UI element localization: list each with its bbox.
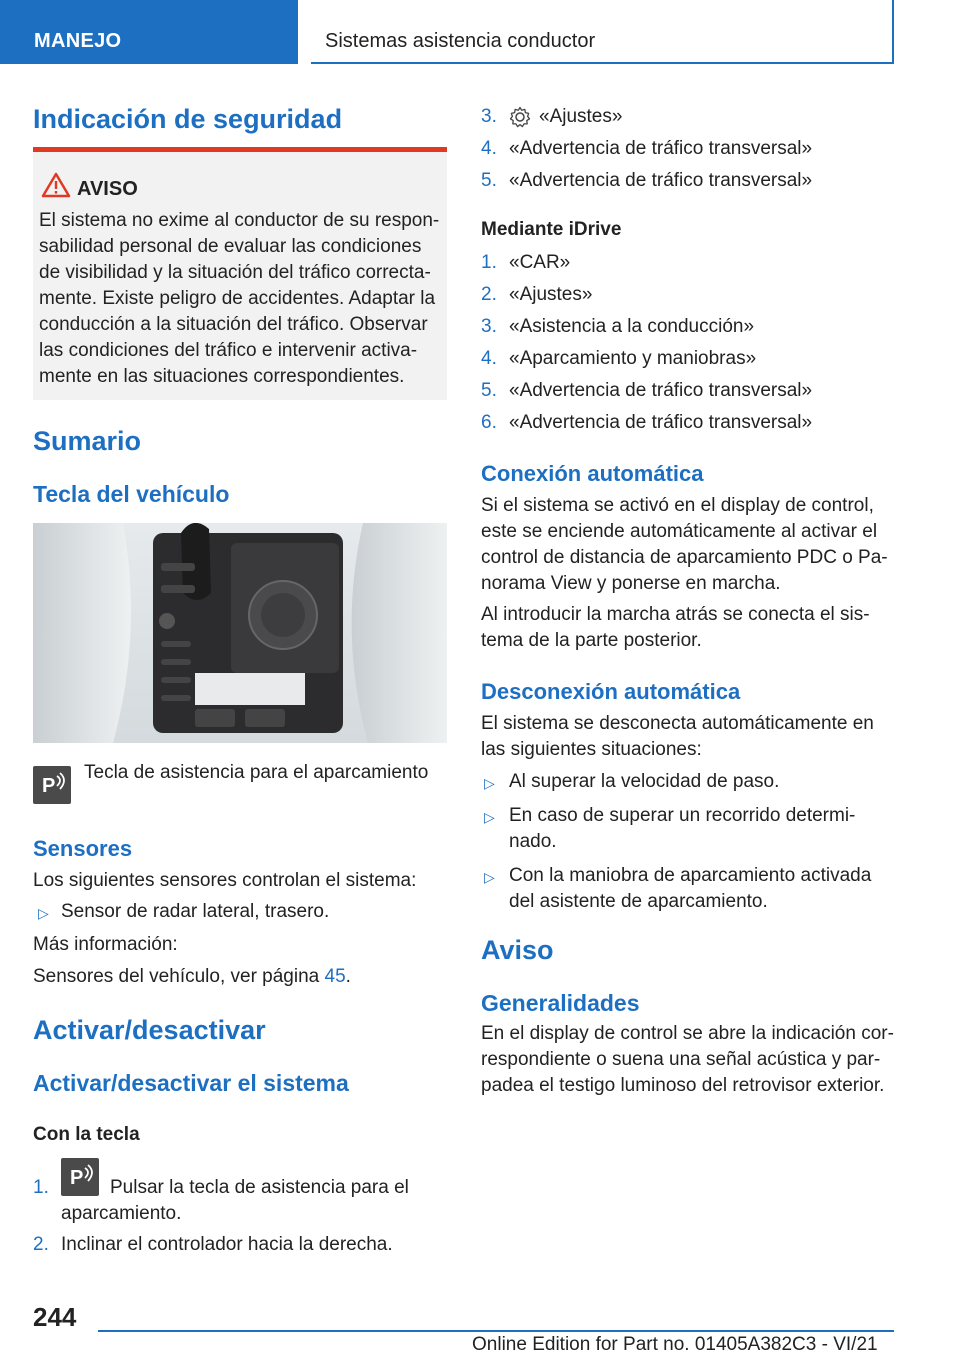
bullet-triangle-icon: ▷ [484, 869, 495, 885]
warning-line: conducción a la situación del tráfico. Observar [39, 314, 428, 335]
warning-line: El sistema no exime al conductor de su respon- [39, 210, 440, 231]
step-number: 6. [481, 412, 497, 433]
heading-sensors: Sensores [33, 836, 133, 861]
warning-line: sabilidad personal de evaluar las condiciones [39, 236, 422, 257]
auto-on-p1-line: Si el sistema se activó en el display de control, [481, 495, 874, 516]
auto-on-paragraph-2 [481, 602, 870, 654]
heading-activate: Activar/desactivar [33, 1015, 266, 1045]
with-key-label: Con la tecla [33, 1124, 140, 1145]
auto-on-paragraph-1 [481, 493, 888, 597]
footer-edition: Online Edition for Part no. 01405A382C3 - VI/21 [472, 1334, 878, 1355]
auto-on-p2-line: tema de la parte posterior. [481, 630, 702, 651]
step-2-number: 2. [33, 1234, 49, 1255]
heading-auto-on: Conexión automática [481, 461, 704, 486]
step-1-text: Pulsar la tecla de asistencia para el [110, 1177, 409, 1198]
step-number: 3. [481, 106, 497, 127]
list-item: Al superar la velocidad de paso. [509, 771, 780, 792]
footer-rule [98, 1330, 894, 1332]
auto-off-intro [481, 711, 874, 763]
svg-text:P: P [42, 775, 56, 797]
gear-icon [509, 106, 531, 128]
step-number: 2. [481, 284, 497, 305]
step-number: 5. [481, 380, 497, 401]
see-page-reference: Sensores del vehículo, ver página 45. [33, 966, 351, 987]
more-info-label: Más información: [33, 934, 178, 955]
heading-vehicle-key: Tecla del vehículo [33, 481, 230, 507]
warning-line: mente. Existe peligro de accidentes. Adaptar la [39, 288, 436, 309]
step-2-text: Inclinar el controlador hacia la derecha. [61, 1234, 393, 1255]
step-1-number: 1. [33, 1177, 49, 1198]
step-text: «Advertencia de tráfico transversal» [509, 138, 813, 159]
auto-on-p2-line: Al introducir la marcha atrás se conecta el sis- [481, 604, 870, 625]
bullet-triangle-icon: ▷ [38, 905, 49, 921]
auto-off-intro-line: El sistema se desconecta automáticamente en [481, 713, 874, 734]
sensors-intro: Los siguientes sensores controlan el sistema: [33, 870, 417, 891]
step-number: 3. [481, 316, 497, 337]
sensors-item: Sensor de radar lateral, trasero. [61, 901, 330, 922]
step-number: 5. [481, 170, 497, 191]
idrive-title: Mediante iDrive [481, 219, 622, 240]
page-number: 244 [33, 1302, 77, 1332]
warning-title: AVISO [77, 178, 138, 200]
step-text: «Aparcamiento y maniobras» [509, 348, 757, 369]
step-text: «Advertencia de tráfico transversal» [509, 170, 813, 191]
park-assist-key-icon [61, 1158, 99, 1196]
heading-auto-off: Desconexión automática [481, 679, 741, 704]
general-line: En el display de control se abre la indicación cor- [481, 1023, 894, 1044]
heading-activate-system: Activar/desactivar el sistema [33, 1070, 349, 1096]
warning-line: mente en las situaciones correspondientes. [39, 366, 405, 387]
warning-line: de visibilidad y la situación del tráfico correcta- [39, 262, 431, 283]
step-number: 1. [481, 252, 497, 273]
auto-on-p1-line: norama View y ponerse en marcha. [481, 573, 781, 594]
auto-on-p1-line: control de distancia de aparcamiento PDC o Pa- [481, 547, 888, 568]
general-line: respondiente o suena una señal acústica y par- [481, 1049, 881, 1070]
header-section-tab [0, 0, 298, 64]
step-number: 4. [481, 138, 497, 159]
list-item: Con la maniobra de aparcamiento activada del asistente de aparcamiento. [509, 865, 872, 912]
step-number: 4. [481, 348, 497, 369]
park-assist-key-icon [33, 766, 71, 804]
heading-notice: Aviso [481, 935, 554, 965]
warning-icon [41, 172, 71, 198]
key-caption: Tecla de asistencia para el aparcamiento [84, 762, 429, 783]
header-chapter: Sistemas asistencia conductor [325, 30, 596, 52]
heading-summary: Sumario [33, 426, 142, 456]
auto-on-p1-line: este se enciende automáticamente al activar el [481, 521, 878, 542]
auto-off-intro-line: las siguientes situaciones: [481, 739, 702, 760]
general-paragraph [481, 1021, 894, 1099]
step-text: «Ajustes» [539, 106, 623, 127]
step-text: «Advertencia de tráfico transversal» [509, 380, 813, 401]
warning-text [39, 208, 439, 390]
step-text: «CAR» [509, 252, 571, 273]
general-line: padea el testigo luminoso del retrovisor exterior. [481, 1075, 885, 1096]
svg-text:P: P [70, 1167, 84, 1189]
step-text: «Asistencia a la conducción» [509, 316, 755, 337]
step-1-text-cont: aparcamiento. [61, 1203, 182, 1224]
step-text: «Advertencia de tráfico transversal» [509, 412, 813, 433]
page-link[interactable]: 45 [324, 966, 346, 987]
heading-safety: Indicación de seguridad [33, 104, 343, 134]
header-section: MANEJO [34, 30, 122, 52]
warning-line: las condiciones del tráfico e intervenir activa- [39, 340, 418, 361]
bullet-triangle-icon: ▷ [484, 809, 495, 825]
warning-box [33, 147, 447, 400]
bullet-triangle-icon: ▷ [484, 775, 495, 791]
step-text: «Ajustes» [509, 284, 593, 305]
center-console-photo [33, 523, 447, 743]
header-chapter-box [311, 0, 894, 64]
list-item: En caso de superar un recorrido determi- nado. [509, 805, 856, 852]
heading-general: Generalidades [481, 990, 640, 1016]
